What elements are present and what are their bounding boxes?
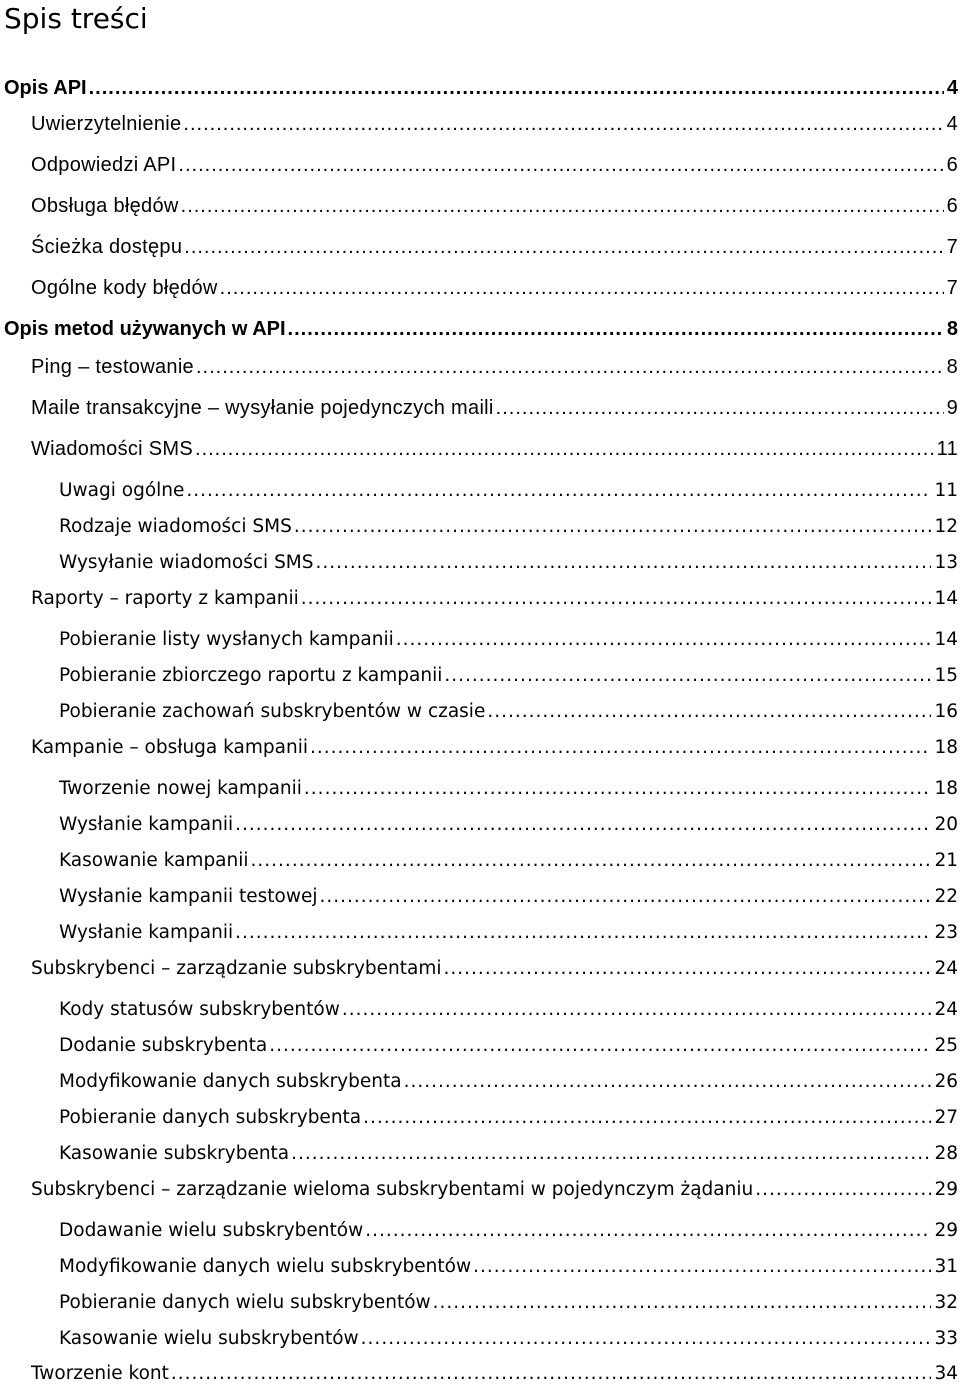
toc-entry-page: 20 [934, 814, 958, 835]
toc-entry-subskrybenci[interactable] [31, 957, 958, 981]
dot-leader [487, 700, 931, 724]
toc-entry-kasowanie-subskrybenta[interactable] [59, 1142, 958, 1166]
toc-entry-label: Odpowiedzi API [31, 154, 177, 176]
dot-leader [288, 317, 944, 341]
dot-leader [178, 153, 943, 177]
dot-leader [181, 194, 944, 218]
toc-entry-label: Kasowanie wielu subskrybentów [59, 1328, 359, 1349]
toc-entry-uwierzytelnienie[interactable] [31, 112, 958, 136]
toc-entry-label: Pobieranie danych subskrybenta [59, 1107, 362, 1128]
toc-entry-kampanie[interactable] [31, 736, 958, 760]
dot-leader [220, 276, 944, 300]
toc-entry-uwagi-ogolne[interactable] [59, 479, 958, 503]
toc-entry-tworzenie-kont[interactable] [31, 1362, 958, 1386]
toc-entry-maile-transakcyjne[interactable] [31, 396, 958, 420]
toc-entry-sciezka-dostepu[interactable] [31, 235, 958, 259]
toc-entry-label: Dodawanie wielu subskrybentów [59, 1220, 364, 1241]
toc-entry-label: Maile transakcyjne – wysyłanie pojedynczych maili [31, 397, 494, 419]
toc-entry-label: Modyfikowanie danych subskrybenta [59, 1071, 402, 1092]
toc-entry-raporty[interactable] [31, 587, 958, 611]
toc-entry-label: Dodanie subskrybenta [59, 1035, 268, 1056]
toc-entry-wysylanie-wiadomosci-sms[interactable] [59, 551, 958, 575]
toc-entry-page: 8 [946, 318, 958, 340]
dot-leader [496, 396, 944, 420]
dot-leader [195, 437, 934, 461]
toc-entry-label: Modyfikowanie danych wielu subskrybentów [59, 1256, 472, 1277]
dot-leader [316, 551, 932, 575]
dot-leader [171, 1362, 932, 1386]
toc-entry-label: Kody statusów subskrybentów [59, 999, 340, 1020]
toc-entry-label: Pobieranie listy wysłanych kampanii [59, 629, 394, 650]
toc-entry-rodzaje-wiadomosci-sms[interactable] [59, 515, 958, 539]
dot-leader [301, 587, 932, 611]
toc-entry-page: 28 [934, 1143, 958, 1164]
toc-entry-page: 31 [934, 1256, 958, 1277]
toc-entry-page: 4 [946, 113, 958, 135]
dot-leader [365, 1219, 931, 1243]
toc-entry-page: 18 [934, 737, 958, 758]
toc-entry-pobieranie-zbiorczego-raportu[interactable] [59, 664, 958, 688]
toc-entry-wyslanie-kampanii-2[interactable] [59, 921, 958, 945]
dot-leader [183, 112, 943, 136]
toc-entry-page: 23 [934, 922, 958, 943]
toc-entry-label: Wiadomości SMS [31, 438, 194, 460]
toc-entry-pobieranie-wielu[interactable] [59, 1291, 958, 1315]
toc-entry-label: Pobieranie zachowań subskrybentów w czasie [59, 701, 486, 722]
dot-leader [184, 235, 943, 259]
dot-leader [433, 1291, 932, 1315]
dot-leader [320, 885, 932, 909]
toc-entry-pobieranie-danych[interactable] [59, 1106, 958, 1130]
toc-entry-label: Kampanie – obsługa kampanii [31, 737, 308, 758]
toc-entry-page: 6 [946, 195, 958, 217]
toc-entry-page: 9 [946, 397, 958, 419]
toc-entry-label: Pobieranie danych wielu subskrybentów [59, 1292, 431, 1313]
toc-entry-opis-api[interactable] [4, 76, 958, 100]
toc-entry-label: Wysyłanie wiadomości SMS [59, 552, 314, 573]
dot-leader [755, 1178, 931, 1202]
toc-entry-page: 27 [934, 1107, 958, 1128]
toc-entry-page: 34 [934, 1363, 958, 1384]
toc-entry-pobieranie-listy-kampanii[interactable] [59, 628, 958, 652]
dot-leader [235, 921, 931, 945]
dot-leader [294, 515, 932, 539]
dot-leader [196, 355, 944, 379]
toc-entry-odpowiedzi-api[interactable] [31, 153, 958, 177]
toc-entry-page: 21 [934, 850, 958, 871]
dot-leader [396, 628, 932, 652]
toc-entry-obsluga-bledow[interactable] [31, 194, 958, 218]
toc-entry-page: 7 [946, 277, 958, 299]
toc-entry-dodawanie-wielu[interactable] [59, 1219, 958, 1243]
toc-entry-page: 7 [946, 236, 958, 258]
dot-leader [186, 479, 931, 503]
toc-entry-page: 8 [946, 356, 958, 378]
toc-entry-label: Kasowanie kampanii [59, 850, 249, 871]
dot-leader [444, 664, 931, 688]
toc-entry-label: Uwierzytelnienie [31, 113, 182, 135]
toc-entry-page: 26 [934, 1071, 958, 1092]
toc-entry-label: Ścieżka dostępu [31, 236, 183, 258]
toc-entry-label: Tworzenie kont [31, 1363, 169, 1384]
toc-entry-page: 22 [934, 886, 958, 907]
toc-entry-page: 11 [936, 438, 958, 460]
dot-leader [89, 76, 944, 100]
toc-entry-tworzenie-nowej-kampanii[interactable] [59, 777, 958, 801]
toc-entry-modyfikowanie-danych[interactable] [59, 1070, 958, 1094]
toc-entry-page: 14 [934, 588, 958, 609]
toc-entry-opis-metod[interactable] [4, 317, 958, 341]
toc-entry-label: Kasowanie subskrybenta [59, 1143, 290, 1164]
toc-entry-page: 24 [934, 999, 958, 1020]
toc-entry-label: Obsługa błędów [31, 195, 179, 217]
toc-entry-page: 4 [946, 77, 958, 99]
toc-entry-label: Pobieranie zbiorczego raportu z kampanii [59, 665, 443, 686]
toc-entry-page: 14 [934, 629, 958, 650]
toc-entry-page: 24 [934, 958, 958, 979]
toc-entry-kody-statusow[interactable] [59, 998, 958, 1022]
toc-entry-page: 25 [934, 1035, 958, 1056]
dot-leader [444, 957, 932, 981]
toc-entry-page: 29 [934, 1220, 958, 1241]
dot-leader [363, 1106, 931, 1130]
toc-entry-wyslanie-kampanii[interactable] [59, 813, 958, 837]
toc-entry-page: 33 [934, 1328, 958, 1349]
dot-leader [235, 813, 931, 837]
toc-entry-page: 13 [934, 552, 958, 573]
toc-entry-kasowanie-kampanii[interactable] [59, 849, 958, 873]
toc-entry-page: 11 [934, 480, 958, 501]
dot-leader [251, 849, 932, 873]
dot-leader [269, 1034, 931, 1058]
toc-entry-kasowanie-wielu[interactable] [59, 1327, 958, 1351]
toc-entry-subskrybenci-wielu[interactable] [31, 1178, 958, 1202]
toc-entry-pobieranie-zachowan[interactable] [59, 700, 958, 724]
dot-leader [473, 1255, 931, 1279]
dot-leader [404, 1070, 932, 1094]
toc-entry-page: 15 [934, 665, 958, 686]
toc-entry-label: Rodzaje wiadomości SMS [59, 516, 292, 537]
toc-entry-label: Subskrybenci – zarządzanie wieloma subskrybentami w pojedynczym żądaniu [31, 1179, 754, 1200]
toc-entry-label: Subskrybenci – zarządzanie subskrybentami [31, 958, 442, 979]
dot-leader [342, 998, 932, 1022]
toc-entry-wiadomosci-sms[interactable] [31, 437, 958, 461]
toc-entry-label: Opis API [4, 77, 87, 99]
toc-entry-label: Wysłanie kampanii [59, 922, 234, 943]
toc-entry-label: Raporty – raporty z kampanii [31, 588, 299, 609]
toc-entry-ping[interactable] [31, 355, 958, 379]
toc-entry-page: 16 [934, 701, 958, 722]
toc-entry-page: 6 [946, 154, 958, 176]
toc-entry-label: Uwagi ogólne [59, 480, 185, 501]
toc-entry-page: 18 [934, 778, 958, 799]
dot-leader [291, 1142, 931, 1166]
toc-entry-wyslanie-kampanii-testowej[interactable] [59, 885, 958, 909]
toc-entry-modyfikowanie-wielu[interactable] [59, 1255, 958, 1279]
toc-entry-page: 32 [934, 1292, 958, 1313]
dot-leader [304, 777, 932, 801]
toc-entry-dodanie-subskrybenta[interactable] [59, 1034, 958, 1058]
dot-leader [310, 736, 931, 760]
toc-entry-label: Wysłanie kampanii [59, 814, 234, 835]
toc-entry-label: Ogólne kody błędów [31, 277, 218, 299]
toc-entry-label: Opis metod używanych w API [4, 318, 286, 340]
toc-entry-label: Wysłanie kampanii testowej [59, 886, 318, 907]
toc-entry-ogolne-kody-bledow[interactable] [31, 276, 958, 300]
toc-entry-page: 29 [934, 1179, 958, 1200]
dot-leader [361, 1327, 932, 1351]
toc-entry-page: 12 [934, 516, 958, 537]
page-title: Spis treści [4, 2, 148, 35]
toc-entry-label: Ping – testowanie [31, 356, 194, 378]
toc-entry-label: Tworzenie nowej kampanii [59, 778, 302, 799]
